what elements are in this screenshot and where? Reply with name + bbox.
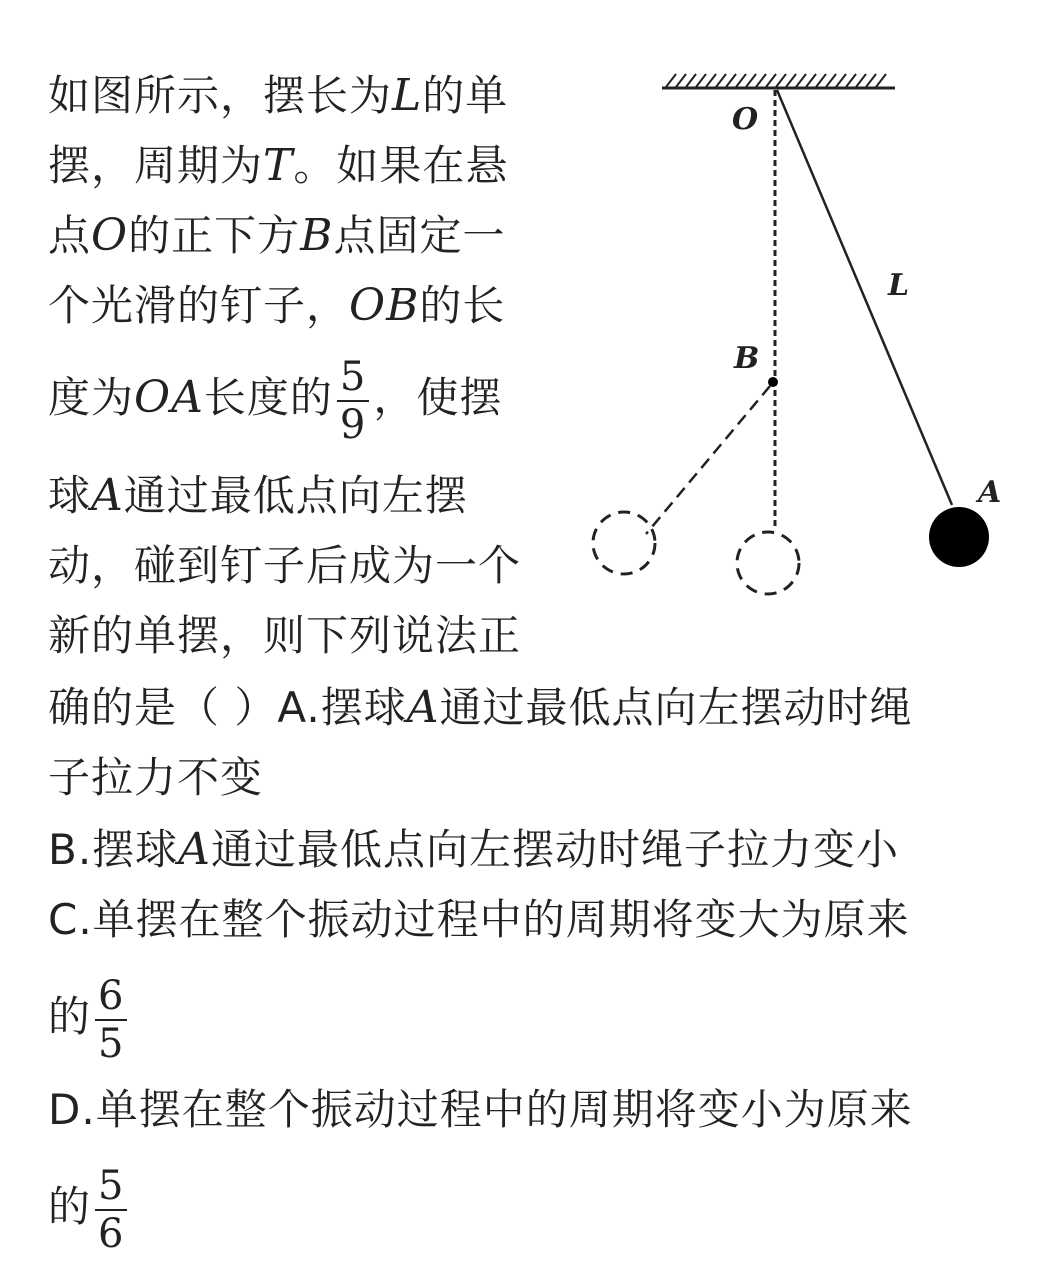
option-b [48,822,899,878]
math-A: A [178,824,211,875]
text: 通过最低点向左摆动时绳子拉力变小 [210,825,899,874]
denominator: 5 [98,1020,125,1067]
math-T: T [263,140,294,191]
ball-A [929,507,989,567]
math-O: O [91,210,129,261]
text: 的 [48,1182,92,1231]
text: 确的是（ ）A.摆球 [48,683,407,732]
short-pendulum-dashed-string [646,386,770,534]
math-OB: OB [349,280,420,331]
dashed-ball-bottom [737,532,799,594]
text: 如图所示，摆长为 [48,71,393,120]
math-B: B [300,210,334,261]
numerator: 5 [337,354,369,402]
text: 摆，周期为 [48,141,264,190]
text: 新的单摆，则下列说法正 [48,611,522,660]
stem-line-4 [48,278,505,334]
text: 球 [48,471,92,520]
numerator: 5 [95,1163,127,1211]
text: 个光滑的钉子， [48,281,350,330]
math-A: A [406,682,440,733]
label-B: B [734,341,760,376]
label-O: O [732,102,759,137]
pendulum-diagram [580,50,1020,610]
ceiling-hatch [662,74,895,88]
stem-line-7 [48,538,521,594]
text: ，使摆 [373,373,503,422]
option-d-line2 [48,1152,131,1262]
text: 点 [48,211,92,260]
text: 通过最低点向左摆 [123,471,468,520]
text: 的长 [419,281,506,330]
math-OA: OA [134,372,204,423]
text: 。如果在悬 [293,141,509,190]
denominator: 9 [339,401,367,448]
option-c-line1 [48,892,910,948]
dashed-ball-left [593,512,655,574]
stem-line-9-option-a [48,680,913,736]
stem-line-8 [48,608,521,664]
text: 的正下方 [128,211,301,260]
text: 点固定一 [333,211,506,260]
text: C.单摆在整个振动过程中的周期将变大为原来 [48,895,910,944]
text: 通过最低点向左摆动时绳 [439,683,913,732]
stem-line-1 [48,68,508,124]
denominator: 6 [98,1210,125,1257]
label-L: L [888,268,910,303]
option-c-line2 [48,962,131,1072]
numerator: 6 [95,973,127,1021]
option-d-line1 [48,1082,913,1138]
math-L: L [392,70,423,121]
stem-line-3 [48,208,505,264]
text: 的单 [422,71,509,120]
fraction-6-5 [95,973,127,1067]
text: 的 [48,992,92,1041]
stem-line-10 [48,750,263,806]
text: 动，碰到钉子后成为一个 [48,541,522,590]
text: D.单摆在整个振动过程中的周期将变小为原来 [48,1085,913,1134]
math-A: A [91,470,124,521]
text: B.摆球 [48,825,179,874]
label-A: A [978,475,1002,510]
string-L [777,90,952,505]
text: 长度的 [203,373,333,422]
stem-line-2 [48,138,508,194]
fraction-5-9 [337,354,369,448]
text: 子拉力不变 [48,753,264,802]
fraction-5-6 [95,1163,127,1257]
stem-line-5 [48,348,502,448]
stem-line-6 [48,468,468,524]
nail-B [768,377,778,387]
text: 度为 [48,373,135,422]
